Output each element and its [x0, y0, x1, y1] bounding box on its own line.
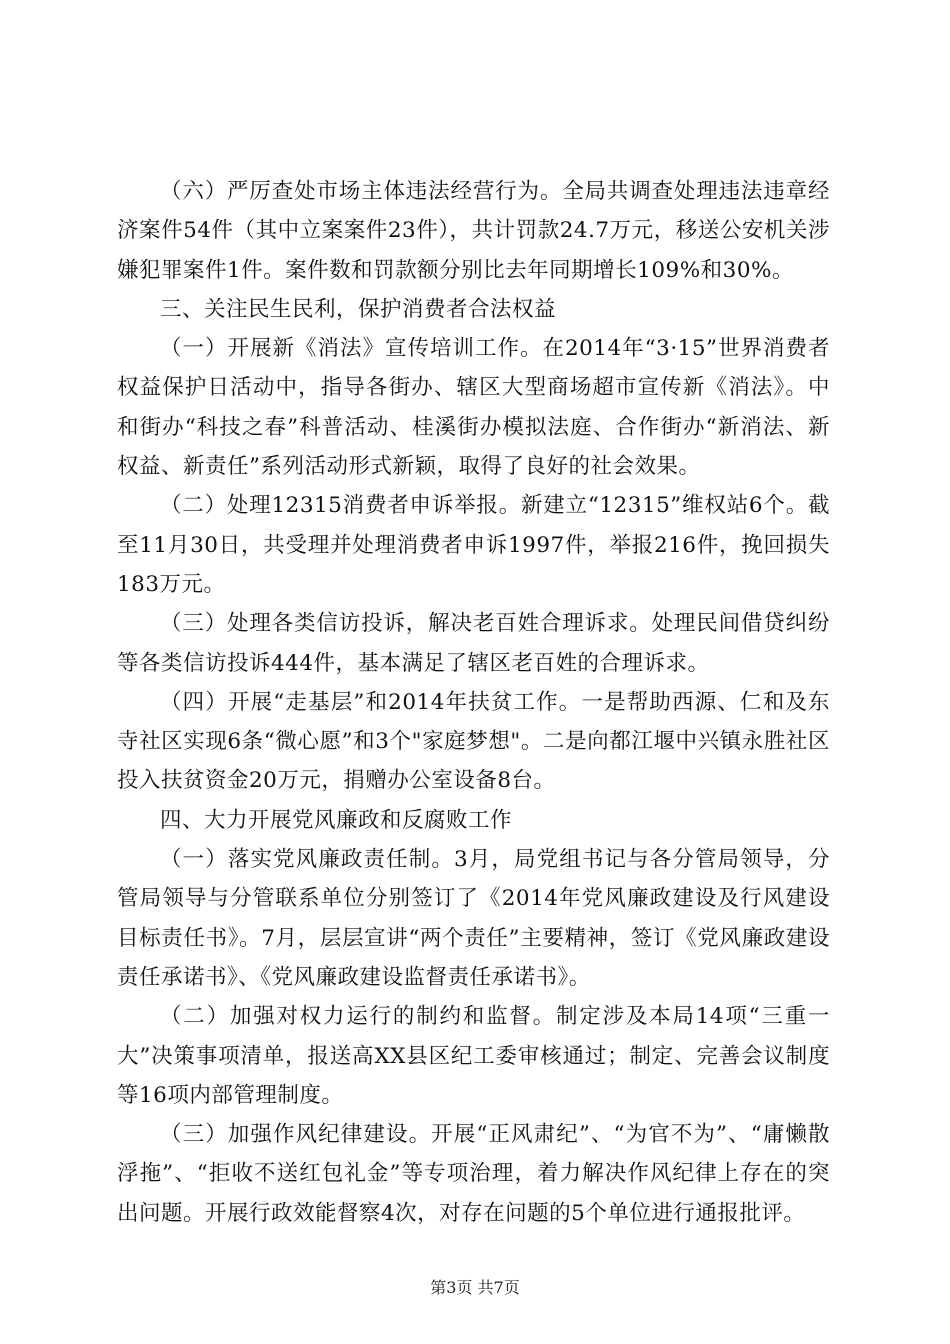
- document-body: [117, 172, 830, 1233]
- page-footer: [0, 1275, 950, 1298]
- paragraph-integrity-responsibility: （一）落实党风廉政责任制。3月，局党组书记与各分管局领导，分管局领导与分管联系单位分别签订了《2014年党风廉政建设及行风建设目标责任书》。7月，层层宣讲“两个责任”主要精神，签订《党风廉政建设责任承诺书》、《党风廉政建设监督责任承诺书》。: [117, 847, 830, 990]
- paragraph-power-supervision: （二）加强对权力运行的制约和监督。制定涉及本局14项“三重一大”决策事项清单，报送高XX县区纪工委审核通过；制定、完善会议制度等16项内部管理制度。: [117, 1004, 830, 1108]
- page-number-label: 第3页 共7页: [430, 1278, 520, 1297]
- paragraph-poverty-alleviation: （四）开展“走基层”和2014年扶贫工作。一是帮助西源、仁和及东寺社区实现6条“微心愿”和3个"家庭梦想"。二是向都江堰中兴镇永胜社区投入扶贫资金20万元，捐赠办公室设备8台。: [117, 689, 830, 794]
- section-heading-four: 四、大力开展党风廉政和反腐败工作: [160, 807, 513, 833]
- paragraph-petitions: （三）处理各类信访投诉，解决老百姓合理诉求。处理民间借贷纠纷等各类信访投诉444件，基本满足了辖区老百姓的合理诉求。: [117, 611, 830, 676]
- paragraph-12315-complaints: （二）处理12315消费者申诉举报。新建立“12315”维权站6个。截至11月30日，共受理并处理消费者申诉1997件，举报216件，挽回损失183万元。: [117, 493, 830, 597]
- paragraph-consumer-law-training: （一）开展新《消法》宣传培训工作。在2014年“3·15”世界消费者权益保护日活动中，指导各街办、辖区大型商场超市宣传新《消法》。中和街办“科技之春”科普活动、桂溪街办模拟法庭、合作街办“新消法、新权益、新责任”系列活动形式新颖，取得了良好的社会效果。: [117, 336, 830, 480]
- paragraph-work-style-discipline: （三）加强作风纪律建设。开展“正风肃纪”、“为官不为”、“庸懒散浮拖”、“拒收不送红包礼金”等专项治理，着力解决作风纪律上存在的突出问题。开展行政效能督察4次，对存在问题的5个单位进行通报批评。: [117, 1122, 830, 1226]
- paragraph-six-market-violations: （六）严厉查处市场主体违法经营行为。全局共调查处理违法违章经济案件54件（其中立案案件23件），共计罚款24.7万元，移送公安机关涉嫌犯罪案件1件。案件数和罚款额分别比去年同期增长109%和30%。: [117, 179, 830, 283]
- section-heading-three: 三、关注民生民利，保护消费者合法权益: [160, 296, 557, 322]
